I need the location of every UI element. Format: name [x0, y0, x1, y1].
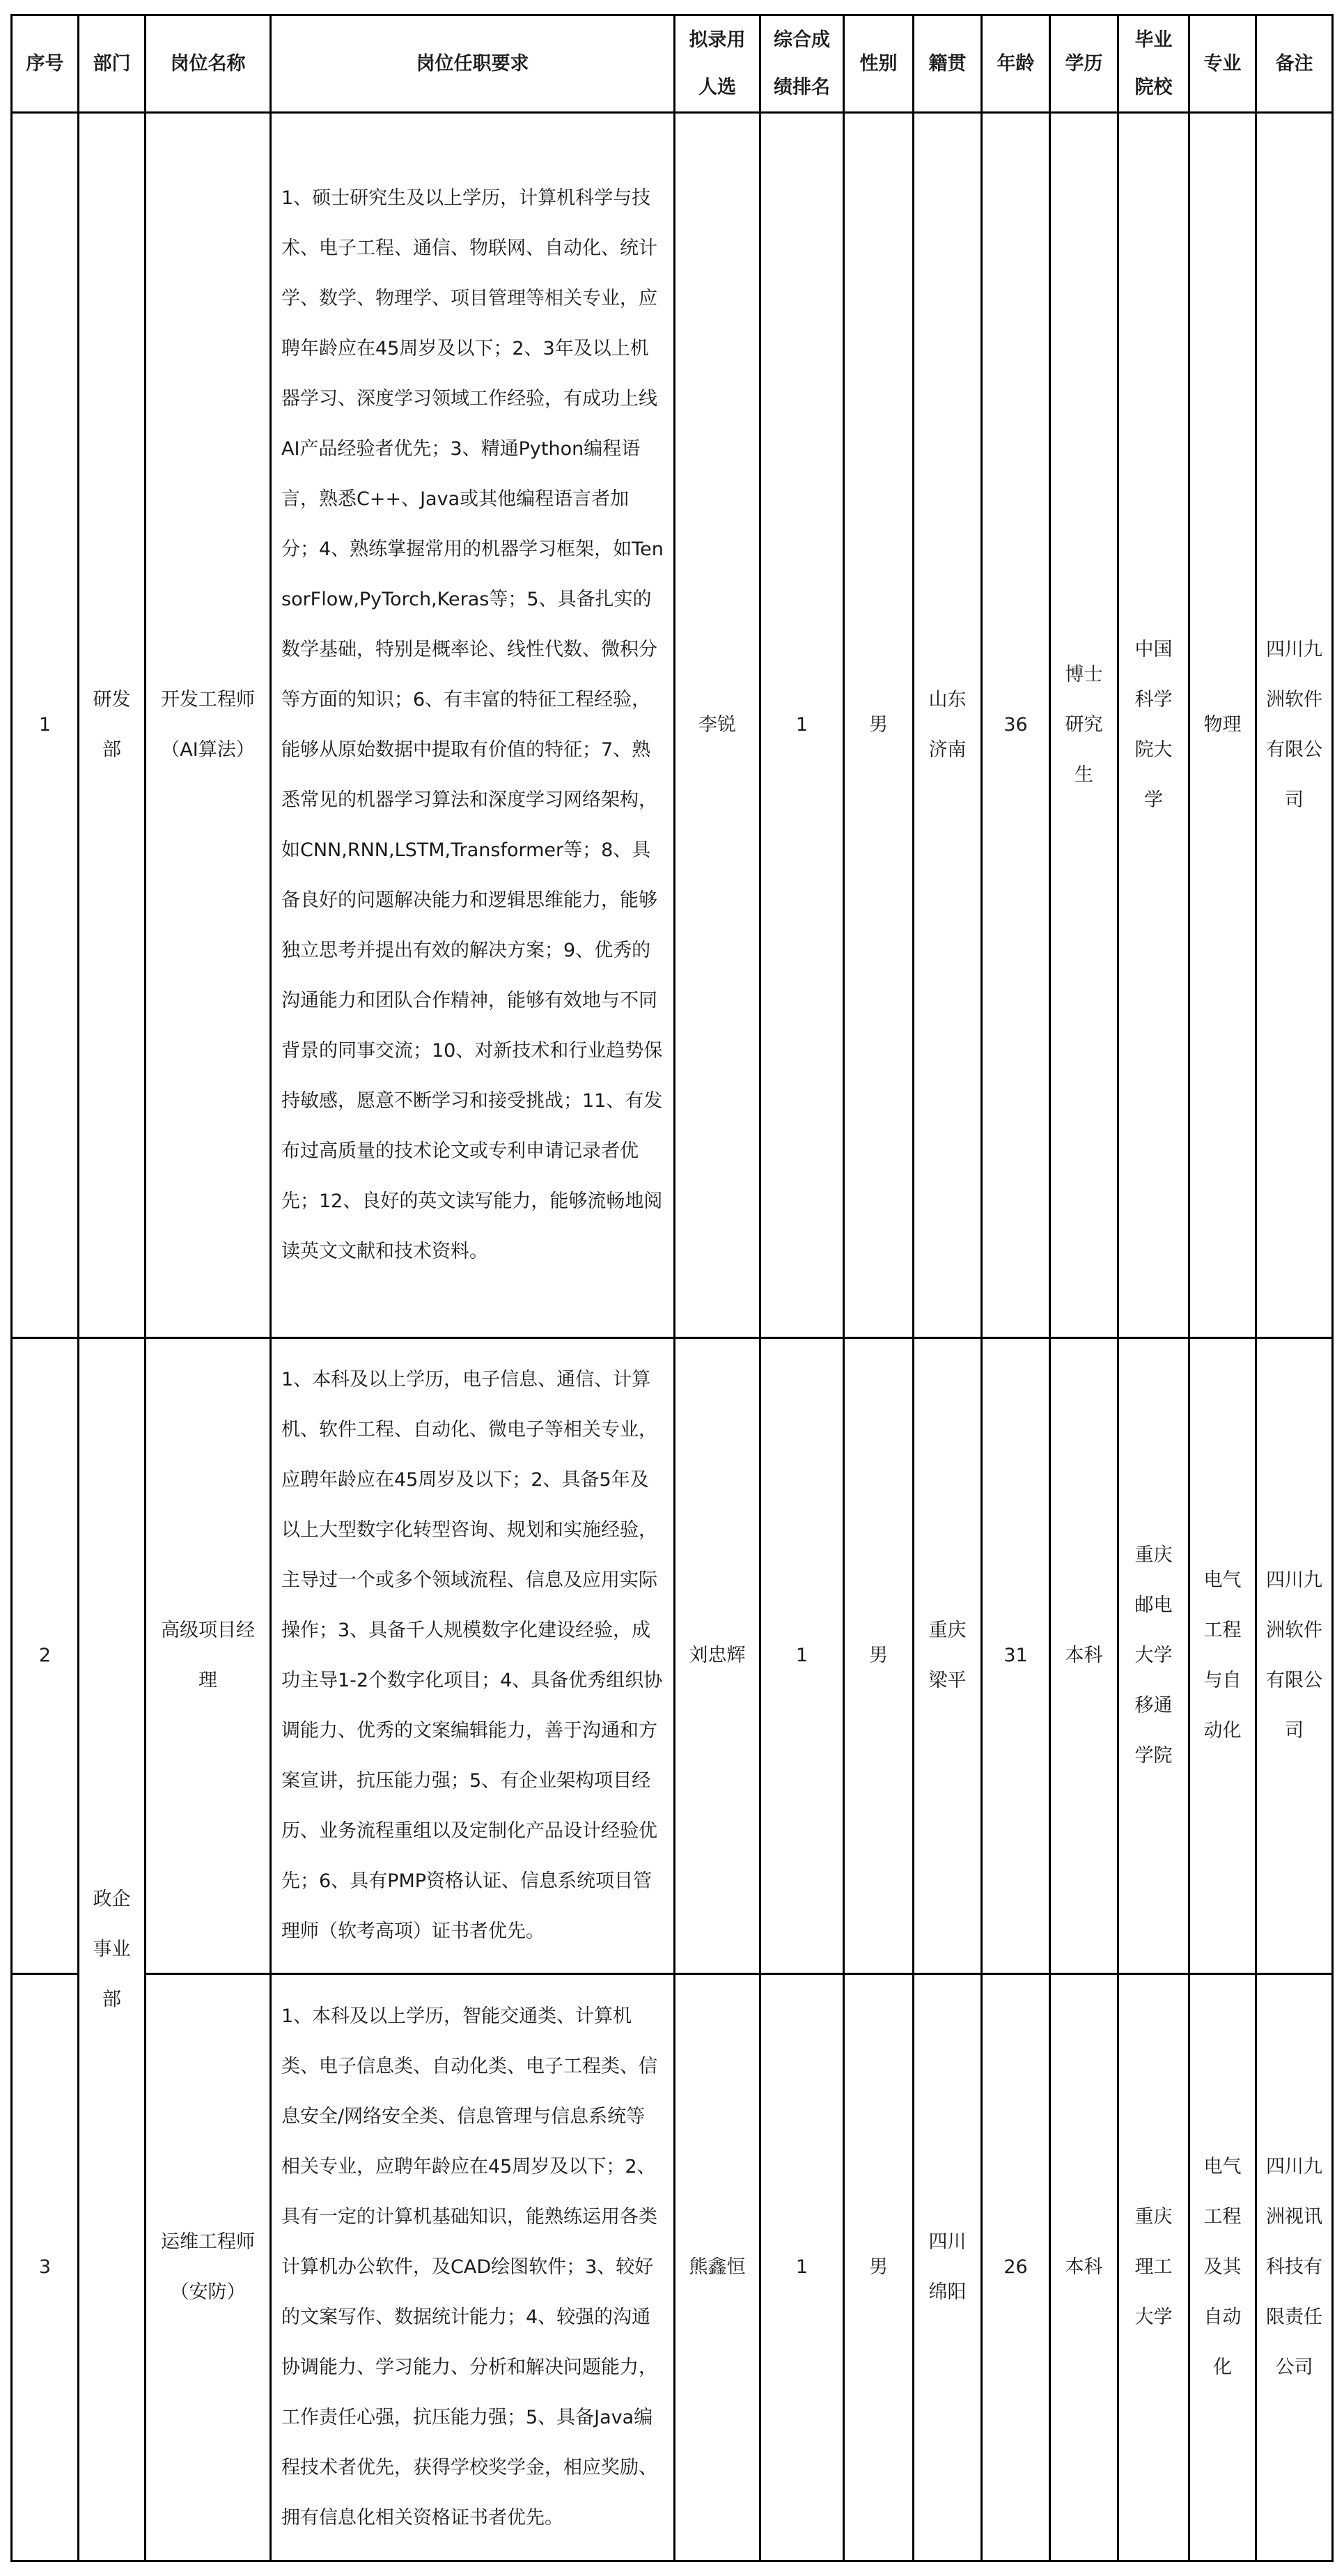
header-department: 部门 [79, 15, 146, 113]
cell-major: 电气工程及其自动化 [1189, 1974, 1256, 2561]
header-candidate: 拟录用人选 [675, 15, 760, 113]
cell-position: 高级项目经理 [146, 1338, 271, 1974]
cell-requirements: 1、本科及以上学历，电子信息、通信、计算机、软件工程、自动化、微电子等相关专业，应聘年龄应在45周岁及以下；2、具备5年及以上大型数字化转型咨询、规划和实施经验，主导过一个或多个领域流程、信息及应用实际操作；3、具备千人规模数字化建设经验，成功主导1-2个数字化项目；4、具备优秀组织协调能力、优秀的文案编辑能力，善于沟通和方案宣讲，抗压能力强；5、有企业架构项目经历、业务流程重组以及定制化产品设计经验优先；6、具有PMP资格认证、信息系统项目管理师（软考高项）证书者优先。 [271, 1338, 675, 1974]
table-row [12, 1338, 1333, 1974]
cell-native-place: 山东济南 [914, 113, 982, 1338]
cell-rank: 1 [760, 1338, 844, 1974]
table-row [12, 1974, 1333, 2561]
cell-native-place: 四川绵阳 [914, 1974, 982, 2561]
header-position: 岗位名称 [146, 15, 271, 113]
cell-education: 博士研究生 [1050, 113, 1118, 1338]
cell-major: 电气工程与自动化 [1189, 1338, 1256, 1974]
cell-remarks: 四川九洲视讯科技有限责任公司 [1256, 1974, 1333, 2561]
header-native-place: 籍贯 [914, 15, 982, 113]
cell-gender: 男 [844, 1974, 914, 2561]
cell-department: 研发部 [79, 113, 146, 1338]
cell-candidate: 李锐 [675, 113, 760, 1338]
header-gender: 性别 [844, 15, 914, 113]
cell-school: 重庆邮电大学移通学院 [1118, 1338, 1189, 1974]
hiring-roster-table [10, 14, 1334, 2562]
table-row [12, 113, 1333, 1338]
cell-remarks: 四川九洲软件有限公司 [1256, 113, 1333, 1338]
header-education: 学历 [1050, 15, 1118, 113]
header-age: 年龄 [982, 15, 1050, 113]
cell-native-place: 重庆梁平 [914, 1338, 982, 1974]
cell-gender: 男 [844, 113, 914, 1338]
cell-major: 物理 [1189, 113, 1256, 1338]
cell-position: 运维工程师（安防） [146, 1974, 271, 2561]
cell-school: 中国科学院大学 [1118, 113, 1189, 1338]
cell-index: 3 [12, 1974, 79, 2561]
cell-education: 本科 [1050, 1974, 1118, 2561]
cell-candidate: 熊鑫恒 [675, 1974, 760, 2561]
header-requirements: 岗位任职要求 [271, 15, 675, 113]
cell-index: 2 [12, 1338, 79, 1974]
cell-position: 开发工程师（AI算法） [146, 113, 271, 1338]
cell-school: 重庆理工大学 [1118, 1974, 1189, 2561]
cell-gender: 男 [844, 1338, 914, 1974]
cell-age: 31 [982, 1338, 1050, 1974]
cell-rank: 1 [760, 113, 844, 1338]
cell-remarks: 四川九洲软件有限公司 [1256, 1338, 1333, 1974]
cell-education: 本科 [1050, 1338, 1118, 1974]
cell-age: 36 [982, 113, 1050, 1338]
cell-rank: 1 [760, 1974, 844, 2561]
cell-requirements: 1、硕士研究生及以上学历，计算机科学与技术、电子工程、通信、物联网、自动化、统计学、数学、物理学、项目管理等相关专业，应聘年龄应在45周岁及以下；2、3年及以上机器学习、深度学习领域工作经验，有成功上线AI产品经验者优先；3、精通Python编程语言，熟悉C++、Java或其他编程语言者加分；4、熟练掌握常用的机器学习框架，如TensorFlow,PyTorch,Keras等；5、具备扎实的数学基础，特别是概率论、线性代数、微积分等方面的知识；6、有丰富的特征工程经验，能够从原始数据中提取有价值的特征；7、熟悉常见的机器学习算法和深度学习网络架构，如CNN,RNN,LSTM,Transformer等；8、具备良好的问题解决能力和逻辑思维能力，能够独立思考并提出有效的解决方案；9、优秀的沟通能力和团队合作精神，能够有效地与不同背景的同事交流；10、对新技术和行业趋势保持敏感，愿意不断学习和接受挑战；11、有发布过高质量的技术论文或专利申请记录者优先；12、良好的英文读写能力，能够流畅地阅读英文文献和技术资料。 [271, 113, 675, 1338]
cell-candidate: 刘忠辉 [675, 1338, 760, 1974]
header-row [12, 15, 1333, 113]
cell-requirements: 1、本科及以上学历，智能交通类、计算机类、电子信息类、自动化类、电子工程类、信息安全/网络安全类、信息管理与信息系统等相关专业，应聘年龄应在45周岁及以下；2、具有一定的计算机基础知识，能熟练运用各类计算机办公软件，及CAD绘图软件；3、较好的文案写作、数据统计能力；4、较强的沟通协调能力、学习能力、分析和解决问题能力，工作责任心强，抗压能力强；5、具备Java编程技术者优先，获得学校奖学金，相应奖励、拥有信息化相关资格证书者优先。 [271, 1974, 675, 2561]
header-major: 专业 [1189, 15, 1256, 113]
cell-department-merged: 政企事业部 [79, 1338, 146, 2561]
cell-age: 26 [982, 1974, 1050, 2561]
header-index: 序号 [12, 15, 79, 113]
header-rank: 综合成绩排名 [760, 15, 844, 113]
cell-index: 1 [12, 113, 79, 1338]
header-school: 毕业院校 [1118, 15, 1189, 113]
header-remarks: 备注 [1256, 15, 1333, 113]
